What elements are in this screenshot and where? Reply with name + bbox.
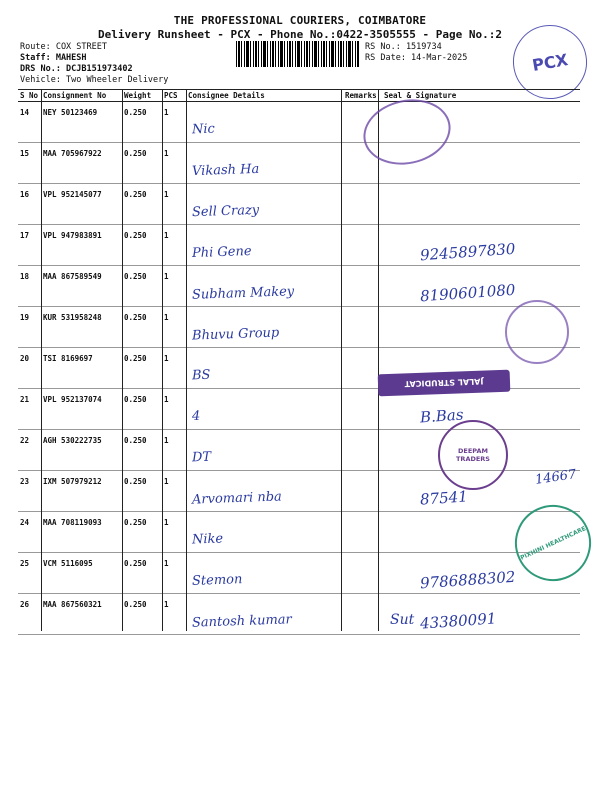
row-pcs: 1 [164,518,169,527]
row-pcs: 1 [164,313,169,322]
row-sno: 21 [20,395,30,404]
receiver-handwriting: Santosh kumar [191,612,293,631]
table-row [18,102,580,143]
row-sno: 17 [20,231,30,240]
col-details: Consignee Details [188,91,265,100]
partial-stamp-right [505,300,569,364]
jalal-stamp [378,370,511,397]
row-consignment: MAA 867589549 [43,272,102,281]
row-weight: 0.250 [124,149,147,158]
receiver-handwriting: 4 [191,408,201,425]
row-pcs: 1 [164,149,169,158]
row-sno: 16 [20,190,30,199]
row-weight: 0.250 [124,231,147,240]
col-seal: Seal & Signature [384,91,457,100]
table-header [18,90,580,102]
row-sno: 23 [20,477,30,486]
row-consignment: NEY 50123469 [43,108,98,117]
col-remarks: Remarks [345,91,377,100]
divider [186,89,187,631]
signature-handwriting: 87541 [419,487,469,509]
deepam-stamp-text: DEEPAM TRADERS [456,447,490,463]
runsheet-table [18,89,580,635]
receiver-handwriting: Sell Crazy [191,202,260,221]
receiver-handwriting: Phi Gene [191,243,252,262]
rs-number: RS No.: 1519734 [365,42,442,52]
receiver-handwriting: Nike [191,531,224,548]
receiver-handwriting: Arvomari nba [191,489,283,508]
company-title: THE PROFESSIONAL COURIERS, COIMBATORE [173,14,427,27]
row-pcs: 1 [164,354,169,363]
row-sno: 20 [20,354,30,363]
row-sno: 18 [20,272,30,281]
row-sno: 26 [20,600,30,609]
row-weight: 0.250 [124,395,147,404]
row-consignment: VPL 952137074 [43,395,102,404]
row-weight: 0.250 [124,190,147,199]
row-consignment: VPL 947983891 [43,231,102,240]
col-consignment: Consignment No [43,91,107,100]
col-pcs: PCS [164,91,178,100]
table-row [18,143,580,184]
divider [162,89,163,631]
handwritten-note: 14667 [534,467,578,488]
row-consignment: VCM 5116095 [43,559,93,568]
row-consignment: MAA 705967922 [43,149,102,158]
vehicle: Vehicle: Two Wheeler Delivery [20,75,169,85]
row-consignment: VPL 952145077 [43,190,102,199]
signature-handwriting: 43380091 [419,609,497,633]
meta-left [20,42,168,86]
row-sno: 14 [20,108,30,117]
drs-number: DRS No.: DCJB151973402 [20,64,133,74]
col-sno: S No [20,91,39,100]
divider [378,89,379,631]
row-consignment: IXM 507979212 [43,477,102,486]
row-pcs: 1 [164,231,169,240]
receiver-handwriting: Subham Makey [191,284,295,303]
rs-date: RS Date: 14-Mar-2025 [365,53,468,63]
row-pcs: 1 [164,477,169,486]
signature-handwriting: 8190601080 [419,280,516,306]
receiver-handwriting: Stemon [191,572,243,589]
row-consignment: TSI 8169697 [43,354,93,363]
receiver-handwriting: BS [191,367,211,384]
pixhini-stamp-text: PIXHINI HEALTHCARE [519,524,587,562]
receiver-handwriting: Bhuvu Group [191,325,280,344]
row-weight: 0.250 [124,313,147,322]
barcode [236,41,360,67]
route: Route: COX STREET [20,42,107,52]
table-body [18,102,580,635]
row-weight: 0.250 [124,354,147,363]
row-weight: 0.250 [124,436,147,445]
col-weight: Weight [124,91,152,100]
table-row [18,389,580,430]
row-consignment: MAA 867560321 [43,600,102,609]
table-row [18,512,580,553]
row-weight: 0.250 [124,272,147,281]
deepam-stamp [438,420,508,490]
row-weight: 0.250 [124,518,147,527]
row-pcs: 1 [164,272,169,281]
signature-handwriting: 9245897830 [419,239,516,265]
row-consignment: MAA 708119093 [43,518,102,527]
row-sno: 25 [20,559,30,568]
row-pcs: 1 [164,600,169,609]
handwritten-note: Sut [390,612,415,628]
receiver-handwriting: Nic [191,121,216,138]
row-sno: 22 [20,436,30,445]
row-weight: 0.250 [124,600,147,609]
row-consignment: AGH 530222735 [43,436,102,445]
divider [122,89,123,631]
table-row [18,307,580,348]
row-sno: 24 [20,518,30,527]
meta-right [365,42,467,64]
divider [41,89,42,631]
row-weight: 0.250 [124,477,147,486]
row-sno: 19 [20,313,30,322]
receiver-handwriting: DT [191,449,212,466]
divider [341,89,342,631]
row-pcs: 1 [164,436,169,445]
staff: Staff: MAHESH [20,53,87,63]
jalal-stamp-text: JALAL STRUDICAT [404,377,484,389]
signature-handwriting: 9786888302 [419,567,516,593]
row-pcs: 1 [164,108,169,117]
row-sno: 15 [20,149,30,158]
row-consignment: KUR 531958248 [43,313,102,322]
row-pcs: 1 [164,395,169,404]
runsheet-title: Delivery Runsheet - PCX - Phone No.:0422-3505555 - Page No.:2 [98,28,502,41]
row-weight: 0.250 [124,559,147,568]
row-pcs: 1 [164,559,169,568]
table-row [18,184,580,225]
signature-handwriting: B.Bas [419,405,465,427]
row-weight: 0.250 [124,108,147,117]
pcx-stamp: PCX [507,19,593,105]
receiver-handwriting: Vikash Ha [191,161,260,180]
row-pcs: 1 [164,190,169,199]
